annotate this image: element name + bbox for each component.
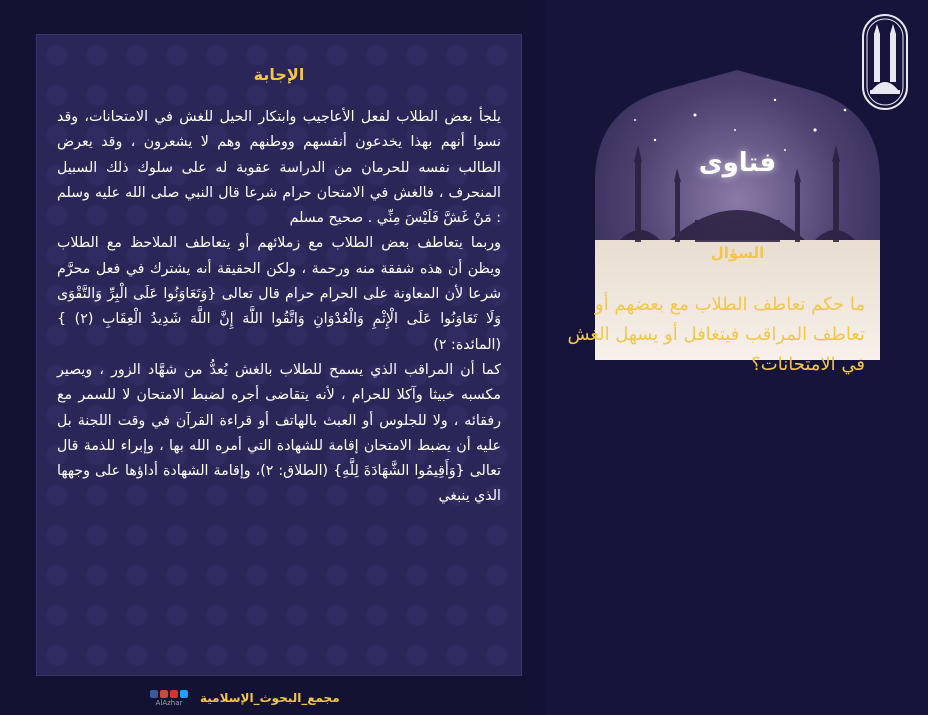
twitter-icon[interactable] [180, 690, 188, 698]
social-block [150, 690, 188, 707]
question-label: السؤال [710, 244, 765, 262]
youtube-icon[interactable] [170, 690, 178, 698]
answer-body [57, 105, 501, 510]
answer-paragraph: يلجأ بعض الطلاب لفعل الأعاجيب وابتكار الحيل للغش في الامتحانات، وقد نسوا أنهم بهذا يخدعون أنفسهم ووطنهم وهم لا يشعرون ، وقد يعرض الطالب نفسه للحرمان من الدراسة عقوبة له على سلوك ذلك السبيل المنحرف ، فالغش في الامتحان حرام شرعا قال النبي صلى الله عليه وسلم : مَنْ غَشَّ فَلَيْسَ مِنِّي . صحيح مسلم [57, 109, 501, 227]
fatawa-title: فتاوى [698, 148, 777, 178]
answer-paragraph: وربما يتعاطف بعض الطلاب مع زملائهم أو يتعاطف الملاحظ مع الطلاب ويظن أن هذه شفقة منه ورحمة ، ولكن الحقيقة أنه يشترك في فعل محرَّم شرعا لأن المعاونة على الحرام حرام قال تعالى {وَتَعَاوَنُوا عَلَى الْبِرِّ وَالتَّقْوَى وَلَا تَعَاوَنُوا عَلَى الْإِثْمِ وَالْعُدْوَانِ وَاتَّقُوا اللَّهَ إِنَّ اللَّهَ شَدِيدُ الْعِقَابِ (٢) } (المائدة: ٢) [57, 235, 502, 353]
question-text: ما حكم تعاطف الطلاب مع بعضهم أو تعاطف المراقب فيتغافل أو يسهل الغش في الامتحانات؟ [567, 294, 865, 375]
answer-panel [36, 34, 522, 676]
social-handle: AlAzhar [155, 698, 183, 707]
social-icons [150, 690, 188, 698]
facebook-icon[interactable] [150, 690, 158, 698]
footer [150, 684, 390, 712]
google-plus-icon[interactable] [160, 690, 168, 698]
answer-title: الإجابة [253, 65, 305, 84]
answer-paragraph: كما أن المراقب الذي يسمح للطلاب بالغش يُعدُّ من شهَّاد الزور ، ويصير مكسبه خبيثا وآكلا للحرام ، لأنه يتقاضى أجره لضبط الامتحان لا للسمر مع رفقائه ، ولا للجلوس أو العبث بالهاتف أو قراءة القرآن في وقت اللجنة بل عليه أن يضبط الامتحان إقامة للشهادة التي أمره الله بها ، وإبراء للذمة قال تعالى {وَأَقِيمُوا الشَّهَادَةَ لِلَّهِ} (الطلاق: ٢)، وإقامة الشهادة أداؤها على وجهها الذي ينبغي [57, 361, 501, 505]
organization-name: مجمع_البحوث_الإسلامية [200, 691, 340, 705]
